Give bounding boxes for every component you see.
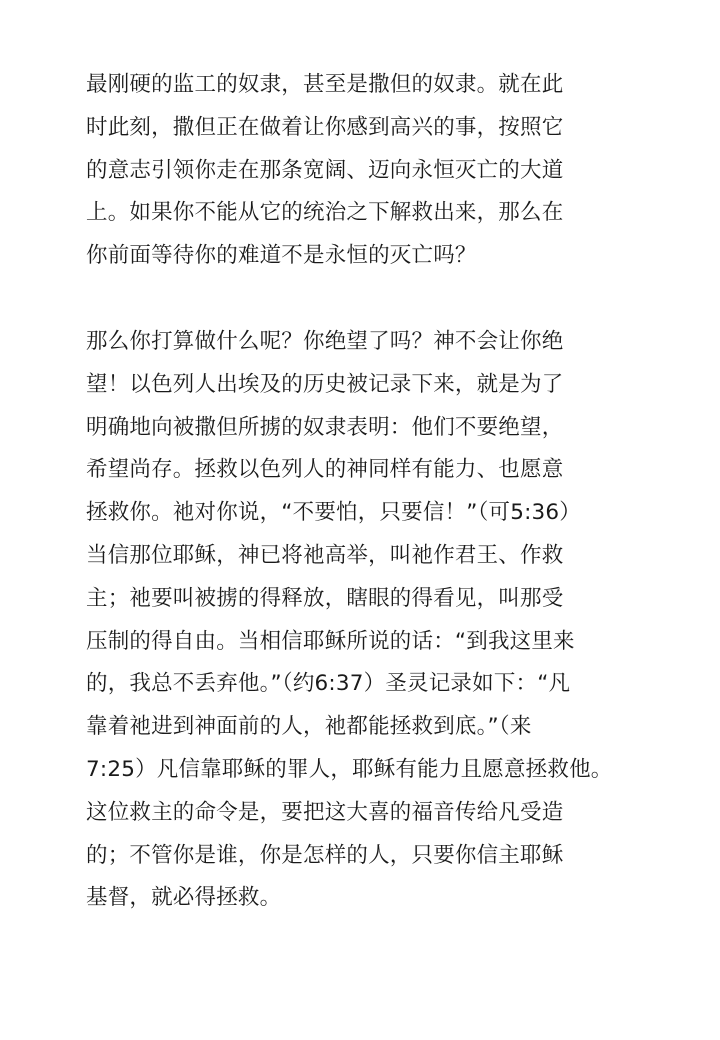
text-line: 明确地向被撒但所掳的奴隶表明：他们不要绝望， — [86, 414, 564, 440]
text-line: 的意志引领你走在那条宽阔、迈向永恒灭亡的大道 — [86, 157, 564, 183]
text-line: 上。如果你不能从它的统治之下解救出来，那么在 — [86, 200, 564, 226]
text-line: 的；不管你是谁，你是怎样的人，只要你信主耶稣 — [86, 842, 564, 868]
text-line: 的，我总不丢弃他。”（约6:37）圣灵记录如下：“凡 — [86, 671, 571, 697]
text-line: 靠着祂进到神面前的人，祂都能拯救到底。”（来 — [86, 714, 532, 740]
text-line: 你前面等待你的难道不是永恒的灭亡吗？ — [86, 243, 477, 269]
paragraph-2 — [86, 321, 612, 920]
text-line: 压制的得自由。当相信耶稣所说的话：“到我这里来 — [86, 628, 575, 654]
text-line: 那么你打算做什么呢？你绝望了吗？神不会让你绝 — [86, 329, 564, 354]
text-line: 时此刻，撒但正在做着让你感到高兴的事，按照它 — [86, 114, 564, 140]
paragraph-1 — [86, 64, 563, 278]
text-line: 希望尚存。拯救以色列人的神同样有能力、也愿意 — [86, 457, 564, 483]
text-line: 7:25）凡信靠耶稣的罪人，耶稣有能力且愿意拯救他。 — [86, 756, 613, 782]
text-line: 当信那位耶稣，神已将祂高举，叫祂作君王、作救 — [86, 542, 564, 568]
text-line: 主；祂要叫被掳的得释放，瞎眼的得看见，叫那受 — [86, 585, 564, 611]
text-line: 最刚硬的监工的奴隶，甚至是撒但的奴隶。就在此 — [86, 72, 564, 97]
text-line: 望！以色列人出埃及的历史被记录下来，就是为了 — [86, 371, 564, 397]
text-line: 基督，就必得拯救。 — [86, 885, 282, 911]
text-line: 这位救主的命令是，要把这大喜的福音传给凡受造 — [86, 799, 564, 825]
text-line: 拯救你。祂对你说，“不要怕，只要信！”（可5:36） — [86, 500, 582, 526]
